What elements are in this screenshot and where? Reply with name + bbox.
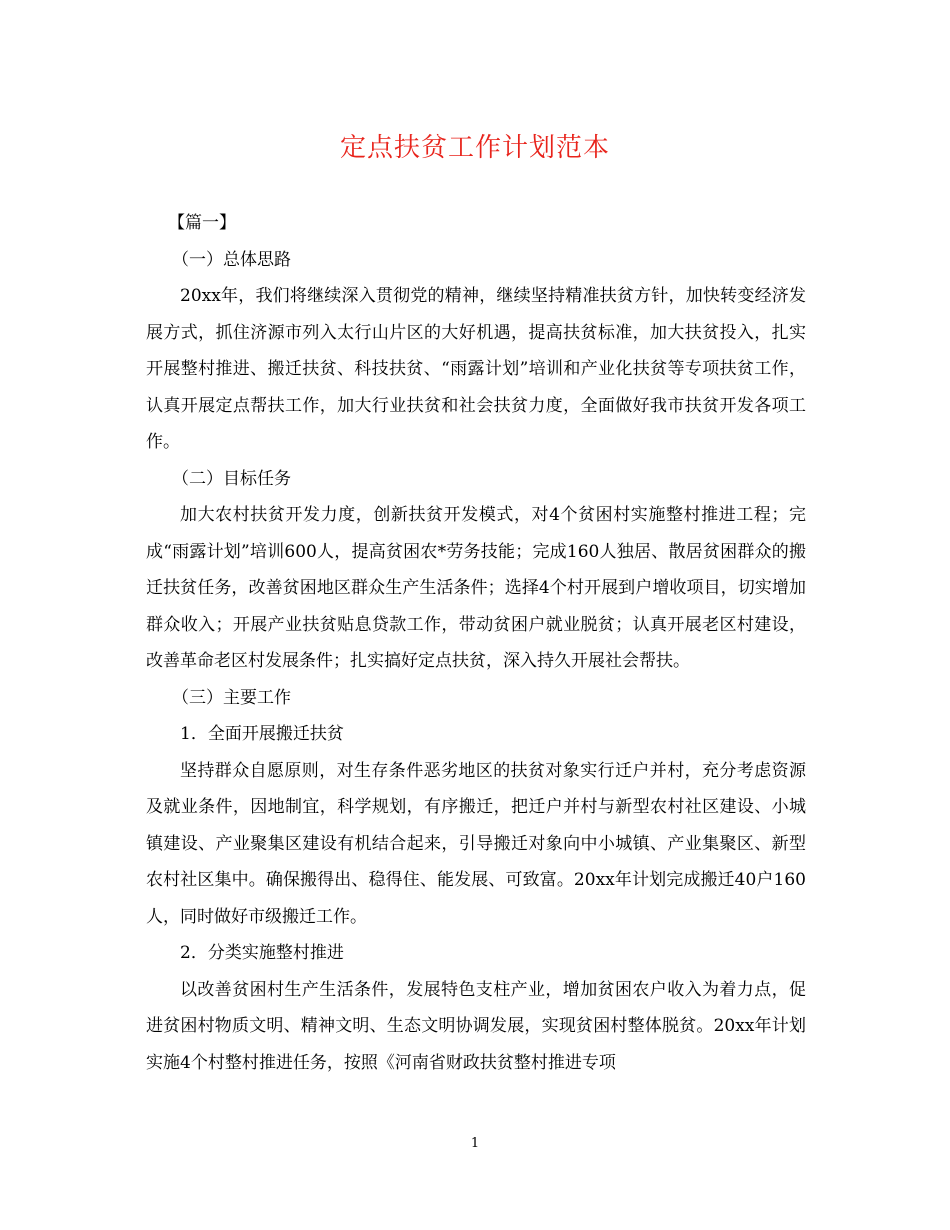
item1-title: 1．全面开展搬迁扶贫 bbox=[180, 724, 344, 744]
part-label: 【篇一】 bbox=[168, 213, 236, 233]
item2-title: 2．分类实施整村推进 bbox=[180, 943, 344, 963]
section-heading-goals: （二）目标任务 bbox=[172, 468, 291, 489]
item1-paragraph: 坚持群众自愿原则，对生存条件恶劣地区的扶贫对象实行迁户并村，充分考虑资源及就业条件，因地制宜，科学规划，有序搬迁，把迁户并村与新型农村社区建设、小城镇建设、产业聚集区建设有机结合起来，引导搬迁对象向中小城镇、产业集聚区、新型农村社区集中。确保搬得出、稳得住、能发展、可致富。20xx年计划完成搬迁40户160人，同时做好市级搬迁工作。 bbox=[146, 760, 806, 927]
paragraph-goals: 加大农村扶贫开发力度，创新扶贫开发模式，对4个贫困村实施整村推进工程；完成“雨露计划”培训600人，提高贫困农*劳务技能；完成160人独居、散居贫困群众的搬迁扶贫任务，改善贫困地区群众生产生活条件；选择4个村开展到户增收项目，切实增加群众收入；开展产业扶贫贴息贷款工作，带动贫困户就业脱贫；认真开展老区村建设，改善革命老区村发展条件；扎实搞好定点扶贫，深入持久开展社会帮扶。 bbox=[146, 505, 806, 671]
section-heading-main-work: （三）主要工作 bbox=[172, 687, 291, 708]
section-heading-overall: （一）总体思路 bbox=[172, 249, 291, 270]
document-title: 定点扶贫工作计划范本 bbox=[339, 133, 610, 163]
document-body bbox=[146, 205, 806, 1081]
page-number: 1 bbox=[470, 1136, 480, 1151]
item2-paragraph: 以改善贫困村生产生活条件，发展特色支柱产业，增加贫困农户收入为着力点，促进贫困村物质文明、精神文明、生态文明协调发展，实现贫困村整体脱贫。20xx年计划实施4个村整村推进任务，按照《河南省财政扶贫整村推进专项 bbox=[146, 979, 806, 1073]
paragraph-overall: 20xx年，我们将继续深入贯彻党的精神，继续坚持精准扶贫方针，加快转变经济发展方式，抓住济源市列入太行山片区的大好机遇，提高扶贫标准，加大扶贫投入，扎实开展整村推进、搬迁扶贫、科技扶贫、“雨露计划”培训和产业化扶贫等专项扶贫工作，认真开展定点帮扶工作，加大行业扶贫和社会扶贫力度，全面做好我市扶贫开发各项工作。 bbox=[146, 286, 806, 452]
